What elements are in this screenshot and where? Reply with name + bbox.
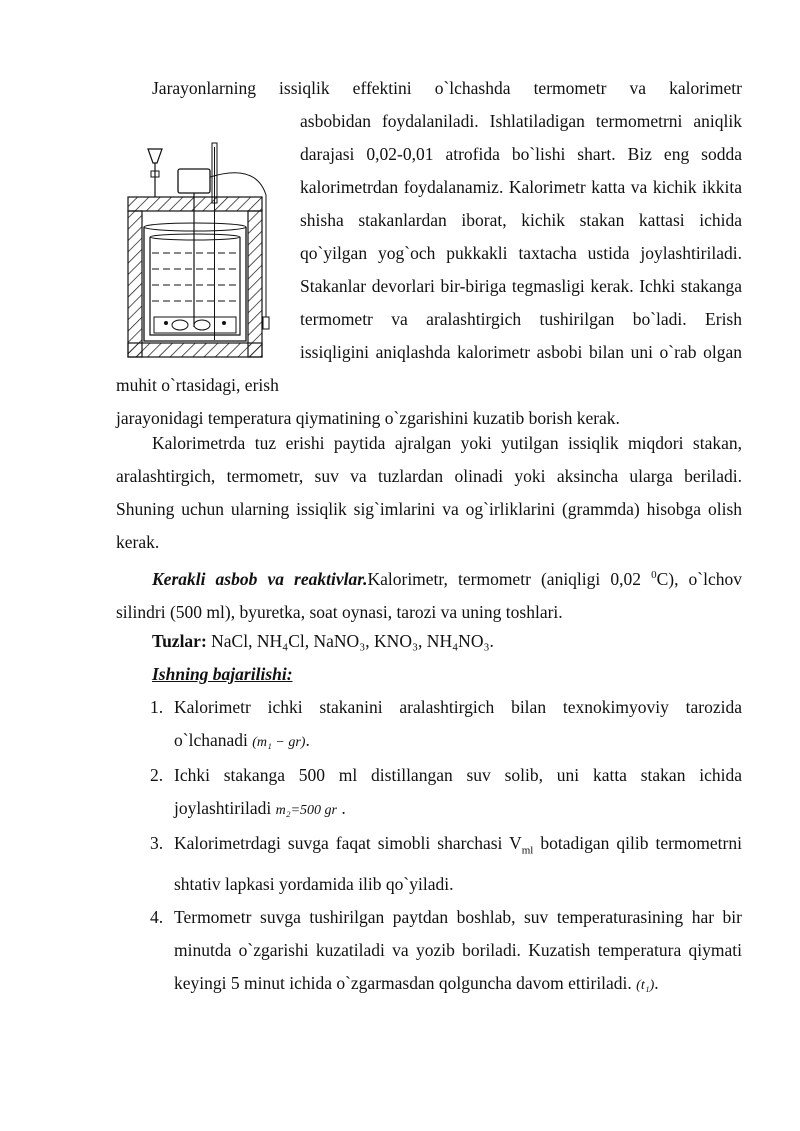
step-end: .: [305, 730, 310, 750]
equipment-text-b: C), o`lchov silindri (500 ml), byuretka, soat oynasi, tarozi va uning toshlari.: [116, 568, 742, 622]
heat-paragraph-text: Kalorimetrda tuz erishi paytida ajralgan yoki yutilgan issiqlik miqdori stakan, aralashtirgich, termometr, suv va tuzlardan olinadi yoki aksincha ularga beriladi. Shuning uchun ularning issiqlik sig`imlarini va og`irliklarini (grammda) hisobga olish kerak.: [116, 433, 742, 552]
calorimeter-diagram: [116, 105, 296, 369]
step-text: Ichki stakanga 500 ml distillangan suv solib, uni katta stakan ichida joylashtiriladi: [174, 765, 742, 818]
equipment-text-a: Kalorimetr, termometr (aniqligi 0,02: [367, 568, 652, 589]
step-math: m₂=500 gr: [275, 803, 337, 818]
equipment-heading: Kerakli asbob va reaktivlar.: [152, 568, 368, 589]
step-3: [150, 827, 742, 901]
step-end: .: [654, 972, 659, 993]
step-4: [150, 901, 742, 1002]
step-text: Kalorimetr ichki stakanini aralashtirgich bilan texnokimyoviy tarozida o`lchanadi: [174, 697, 742, 750]
salts-heading: Tuzlar:: [152, 631, 207, 651]
step-2: [150, 759, 742, 827]
step-number: 3.: [150, 833, 164, 853]
salts-line: [116, 625, 742, 658]
equipment-paragraph: [116, 559, 742, 629]
intro-right-text: asbobidan foydalaniladi. Ishlatiladigan termometrni aniqlik darajasi 0,02-0,01 atrofida bo`lishi shart. Biz eng sodda kalorimetrdan foydalanamiz. Kalorimetr katta va kichik ikkita shisha stakanlardan iborat, kichik stakan kattasi ichida qo`yilgan yog`och pukkakli taxtacha ustida joylashtiriladi. Stakanlar devorlari bir-biriga tegmasligi kerak. Ichki stakanga termometr va aralashtirgich tushirilgan bo`ladi. Erish issiqligini aniqlashda kalorimetr asbobi bilan uni o`rab olgan muhit o`rtasidagi, erish: [116, 111, 742, 395]
step-1: [150, 691, 742, 759]
procedure-steps: [150, 691, 742, 1002]
step-text: Termometr suvga tushirilgan paytdan boshlab, suv temperaturasining har bir minutda o`zgarishi kuzatiladi va yozib boriladi. Kuzatish temperatura qiymati keyingi 5 minut ichida o`zgarmasdan qolguncha davom ettiriladi.: [174, 906, 742, 993]
calorimeter-figure: [116, 105, 296, 369]
step-number: 2.: [150, 765, 164, 785]
step-text-a: Kalorimetrdagi suvga faqat simobli sharchasi V: [174, 833, 522, 853]
step-end: .: [341, 798, 346, 818]
procedure-heading-block: [116, 658, 742, 691]
step-sub: ml: [521, 844, 534, 857]
degree-sup: 0: [651, 569, 657, 581]
step-number: 1.: [150, 697, 164, 717]
intro-paragraph: [116, 72, 742, 435]
intro-first-line: Jarayonlarning issiqlik effektini o`lchashda termometr va kalorimetr: [152, 78, 742, 98]
step-text-b: botadigan qilib termometrni shtativ lapkasi yordamida ilib qo`yiladi.: [174, 833, 742, 894]
intro-tail-line: jarayonidagi temperatura qiymatining o`zgarishini kuzatib borish kerak.: [116, 408, 620, 428]
heat-paragraph: [116, 427, 742, 559]
salts-text: NaCl, NH₄Cl, NaNO₃, KNO₃, NH₄NO₃.: [211, 631, 494, 651]
step-number: 4.: [150, 906, 164, 927]
step-math: (m₁ − gr): [252, 735, 306, 750]
procedure-heading: Ishning bajarilishi:: [152, 664, 293, 684]
step-math: (t₁): [636, 977, 655, 993]
